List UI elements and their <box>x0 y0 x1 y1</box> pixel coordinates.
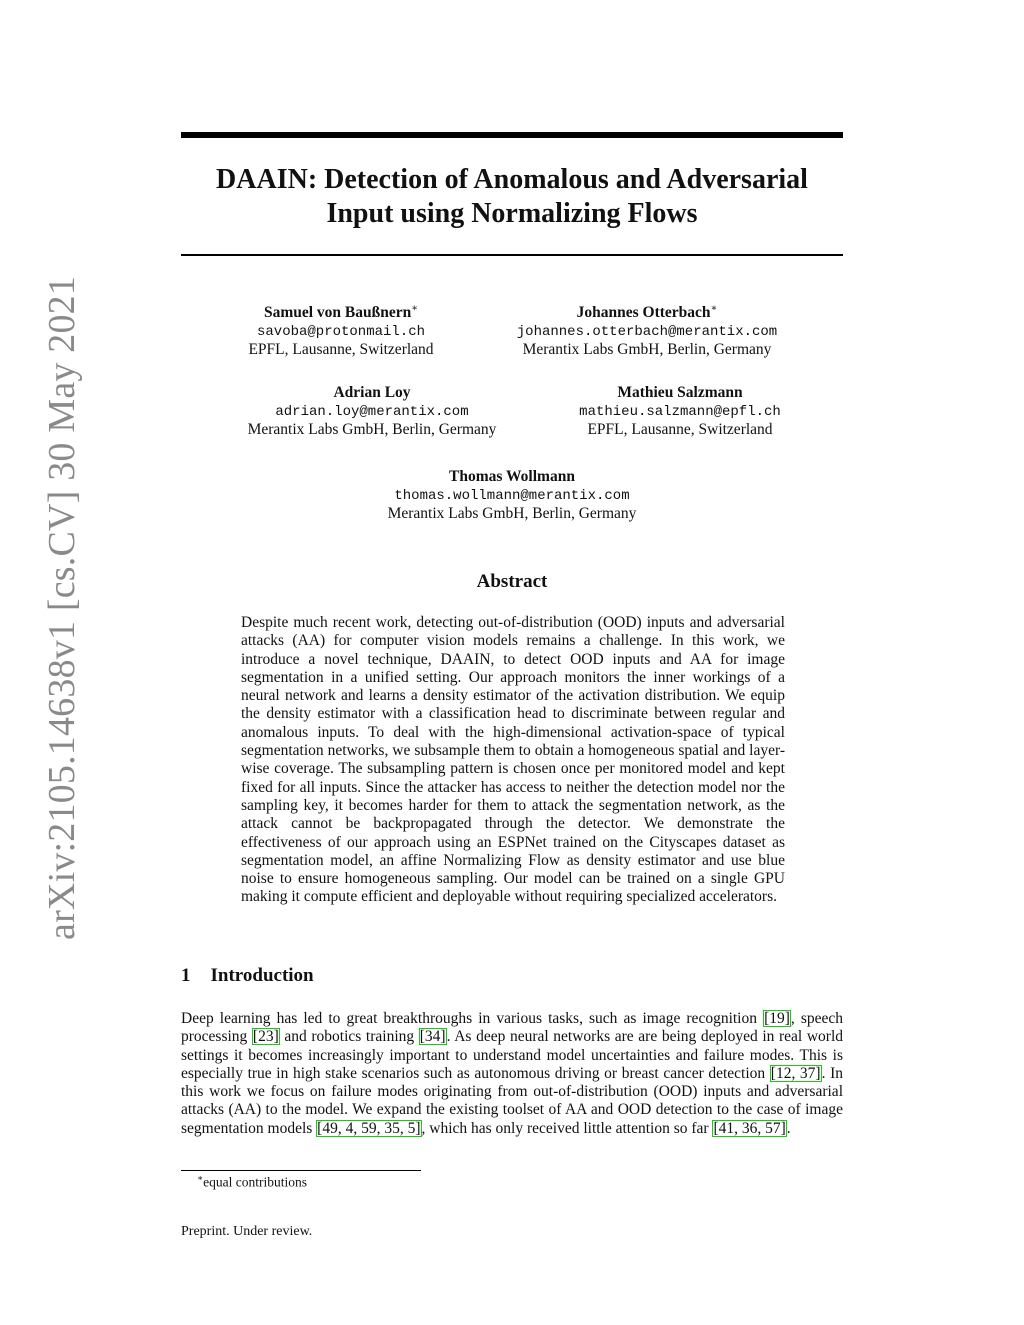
intro-text: . In this work we focus on failure modes originating from out-of-distribution (OOD) inputs and adversarial attacks (AA) to the model. We expand the existing toolset of AA and OOD detection to the case of image segmentation models <box>181 1064 843 1137</box>
intro-text: Deep learning has led to great breakthroughs in various tasks, such as image recognition <box>181 1010 764 1027</box>
intro-text: . As deep neural networks are are being deployed in real world settings it becomes increasingly important to understand model uncertainties and failure modes. This is especially true in high stake scenarios such as autonomous driving or breast cancer detection <box>181 1028 843 1082</box>
author-name: Thomas Wollmann <box>449 468 575 485</box>
author-name: Johannes Otterbach∗ <box>576 303 718 322</box>
author-email[interactable]: mathieu.salzmann@epfl.ch <box>579 403 781 420</box>
author-block <box>482 300 812 360</box>
author-block <box>347 468 677 524</box>
intro-text: and robotics training <box>279 1028 419 1046</box>
citation-link[interactable]: [19] <box>764 1010 790 1027</box>
author-name: Samuel von Baußnern∗ <box>263 303 419 322</box>
introduction-paragraph <box>181 1010 843 1138</box>
author-email[interactable]: johannes.otterbach@merantix.com <box>516 323 778 340</box>
author-name: Mathieu Salzmann <box>617 384 743 401</box>
author-block <box>515 384 845 440</box>
paper-title <box>181 163 843 231</box>
author-email[interactable]: thomas.wollmann@merantix.com <box>394 487 630 504</box>
footnote <box>197 1173 307 1191</box>
title-top-rule <box>181 132 843 138</box>
citation-link[interactable]: [41, 36, 57] <box>713 1119 786 1137</box>
author-affiliation: EPFL, Lausanne, Switzerland <box>587 421 773 438</box>
author-block <box>207 384 537 440</box>
author-name: Adrian Loy <box>333 384 411 401</box>
footnote-mark: ∗ <box>197 1173 204 1183</box>
section-title: Introduction <box>210 965 314 986</box>
title-bottom-rule <box>181 254 843 256</box>
author-affiliation: Merantix Labs GmbH, Berlin, Germany <box>522 341 772 359</box>
author-email[interactable]: adrian.loy@merantix.com <box>275 403 469 420</box>
abstract-heading: Abstract <box>476 571 548 592</box>
citation-link[interactable]: [23] <box>252 1028 279 1046</box>
citation-link[interactable]: [34] <box>419 1028 446 1046</box>
title-line-1: DAAIN: Detection of Anomalous and Adversarial <box>216 164 808 195</box>
section-heading <box>181 965 314 987</box>
equal-contribution-mark: ∗ <box>411 303 419 314</box>
intro-text: , speech processing <box>181 1010 844 1046</box>
title-line-2: Input using Normalizing Flows <box>326 198 698 229</box>
author-affiliation: EPFL, Lausanne, Switzerland <box>248 341 434 359</box>
arxiv-identifier-stamp: arXiv:2105.14638v1 [cs.CV] 30 May 2021 <box>41 275 83 940</box>
author-email[interactable]: savoba@protonmail.ch <box>256 323 426 340</box>
preprint-notice: Preprint. Under review. <box>181 1224 313 1239</box>
abstract-text: Despite much recent work, detecting out-of-distribution (OOD) inputs and adversarial attacks (AA) for computer vision models remains a challenge. In this work, we introduce a novel technique, DAAIN, to detect OOD inputs and AA for image segmentation in a unified setting. Our approach monitors the inner workings of a neural network and learns a density estimator of the activation distribution. We equip the density estimator with a classification head to discriminate between regular and anomalous inputs. To deal with the high-dimensional activation-space of typical segmentation networks, we subsample them to obtain a homogeneous spatial and layer-wise coverage. The subsampling pattern is chosen once per monitored model and kept fixed for all inputs. Since the attacker has access to neither the detection model nor the sampling key, it becomes harder for them to attack the segmentation network, as the attack cannot be backpropagated through the detector. We demonstrate the effectiveness of our approach using an ESPNet trained on the Cityscapes dataset as segmentation model, an affine Normalizing Flow as density estimator and use blue noise to ensure homogeneous sampling. Our model can be trained on a single GPU making it compute efficient and deployable without requiring specialized accelerators. <box>241 614 785 906</box>
footnote-text: equal contributions <box>203 1174 307 1190</box>
section-number: 1 <box>181 965 191 986</box>
author-affiliation: Merantix Labs GmbH, Berlin, Germany <box>247 421 497 438</box>
footnote-rule <box>181 1170 421 1171</box>
intro-text: , which has only received little attention so far <box>421 1119 713 1137</box>
author-affiliation: Merantix Labs GmbH, Berlin, Germany <box>387 505 637 522</box>
equal-contribution-mark: ∗ <box>710 303 718 314</box>
author-block <box>176 300 506 360</box>
intro-text: . <box>786 1119 791 1137</box>
citation-link[interactable]: [12, 37] <box>770 1064 821 1082</box>
citation-link[interactable]: [49, 4, 59, 35, 5] <box>317 1119 421 1137</box>
